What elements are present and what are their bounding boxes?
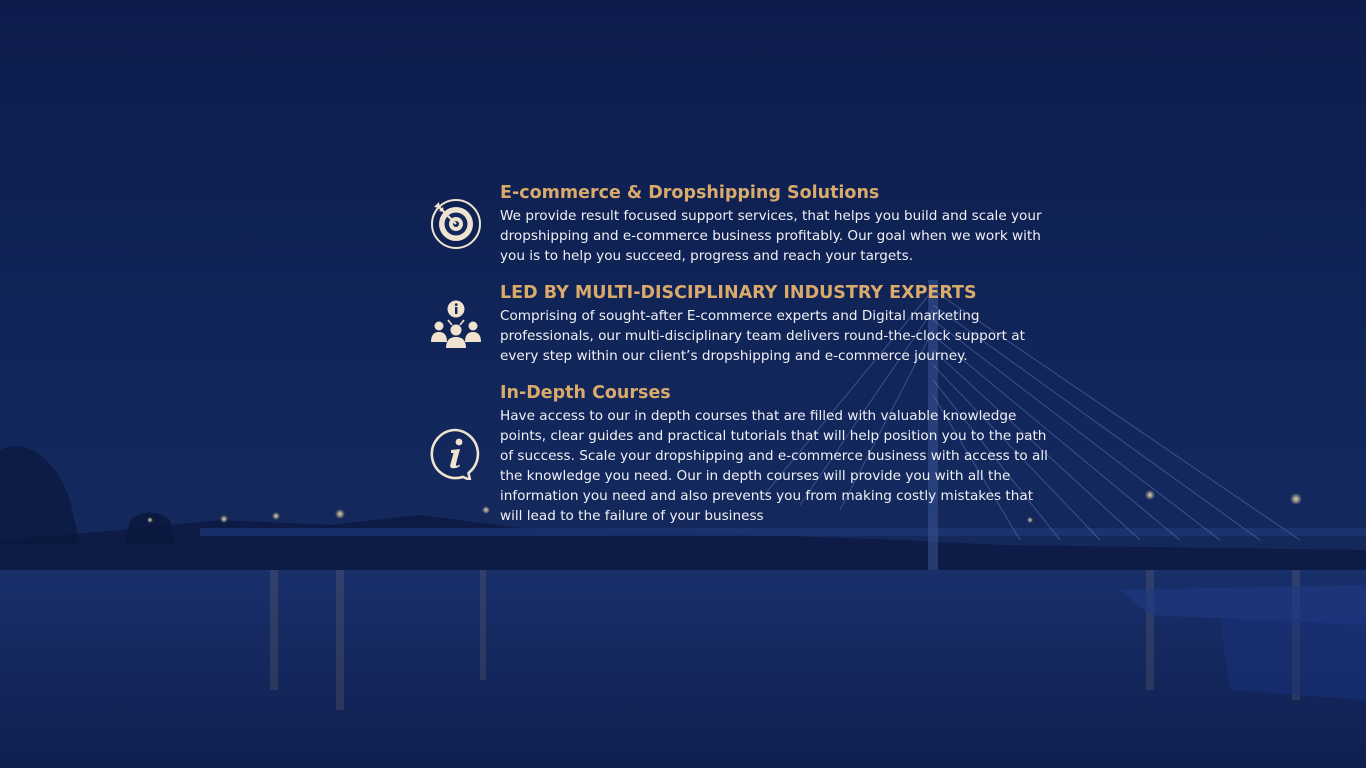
feature-title: In-Depth Courses [500, 383, 671, 403]
feature-text [500, 382, 1070, 526]
feature-description: Have access to our in depth courses that are filled with valuable knowledge points, clear guides and practical tutorials that will help position you to the path of success. Scale your dropshipping and e-commerce business with access to all the knowledge you need. Our in depth courses will provide you with all the information you need and also prevents you from making costly mistakes that will lead to the failure of your business [500, 408, 1048, 524]
feature-ecommerce-solutions [430, 182, 1070, 266]
feature-title: E-commerce & Dropshipping Solutions [500, 183, 880, 203]
feature-title: LED BY MULTI-DISCIPLINARY INDUSTRY EXPERTS [500, 283, 977, 303]
feature-description: Comprising of sought-after E-commerce experts and Digital marketing professionals, our multi-disciplinary team delivers round-the-clock support at every step within our client’s dropshipping and e-commerce journey. [500, 308, 1025, 364]
target-icon [430, 198, 482, 250]
team-info-icon [430, 298, 482, 350]
feature-text [500, 282, 1070, 366]
feature-description: We provide result focused support services, that helps you build and scale your dropshipping and e-commerce business profitably. Our goal when we work with you is to help you succeed, progress and reach your targets. [500, 208, 1042, 264]
feature-industry-experts [430, 282, 1070, 366]
feature-text [500, 182, 1070, 266]
features-list [430, 182, 1070, 542]
info-bubble-icon [430, 428, 482, 480]
feature-in-depth-courses [430, 382, 1070, 526]
